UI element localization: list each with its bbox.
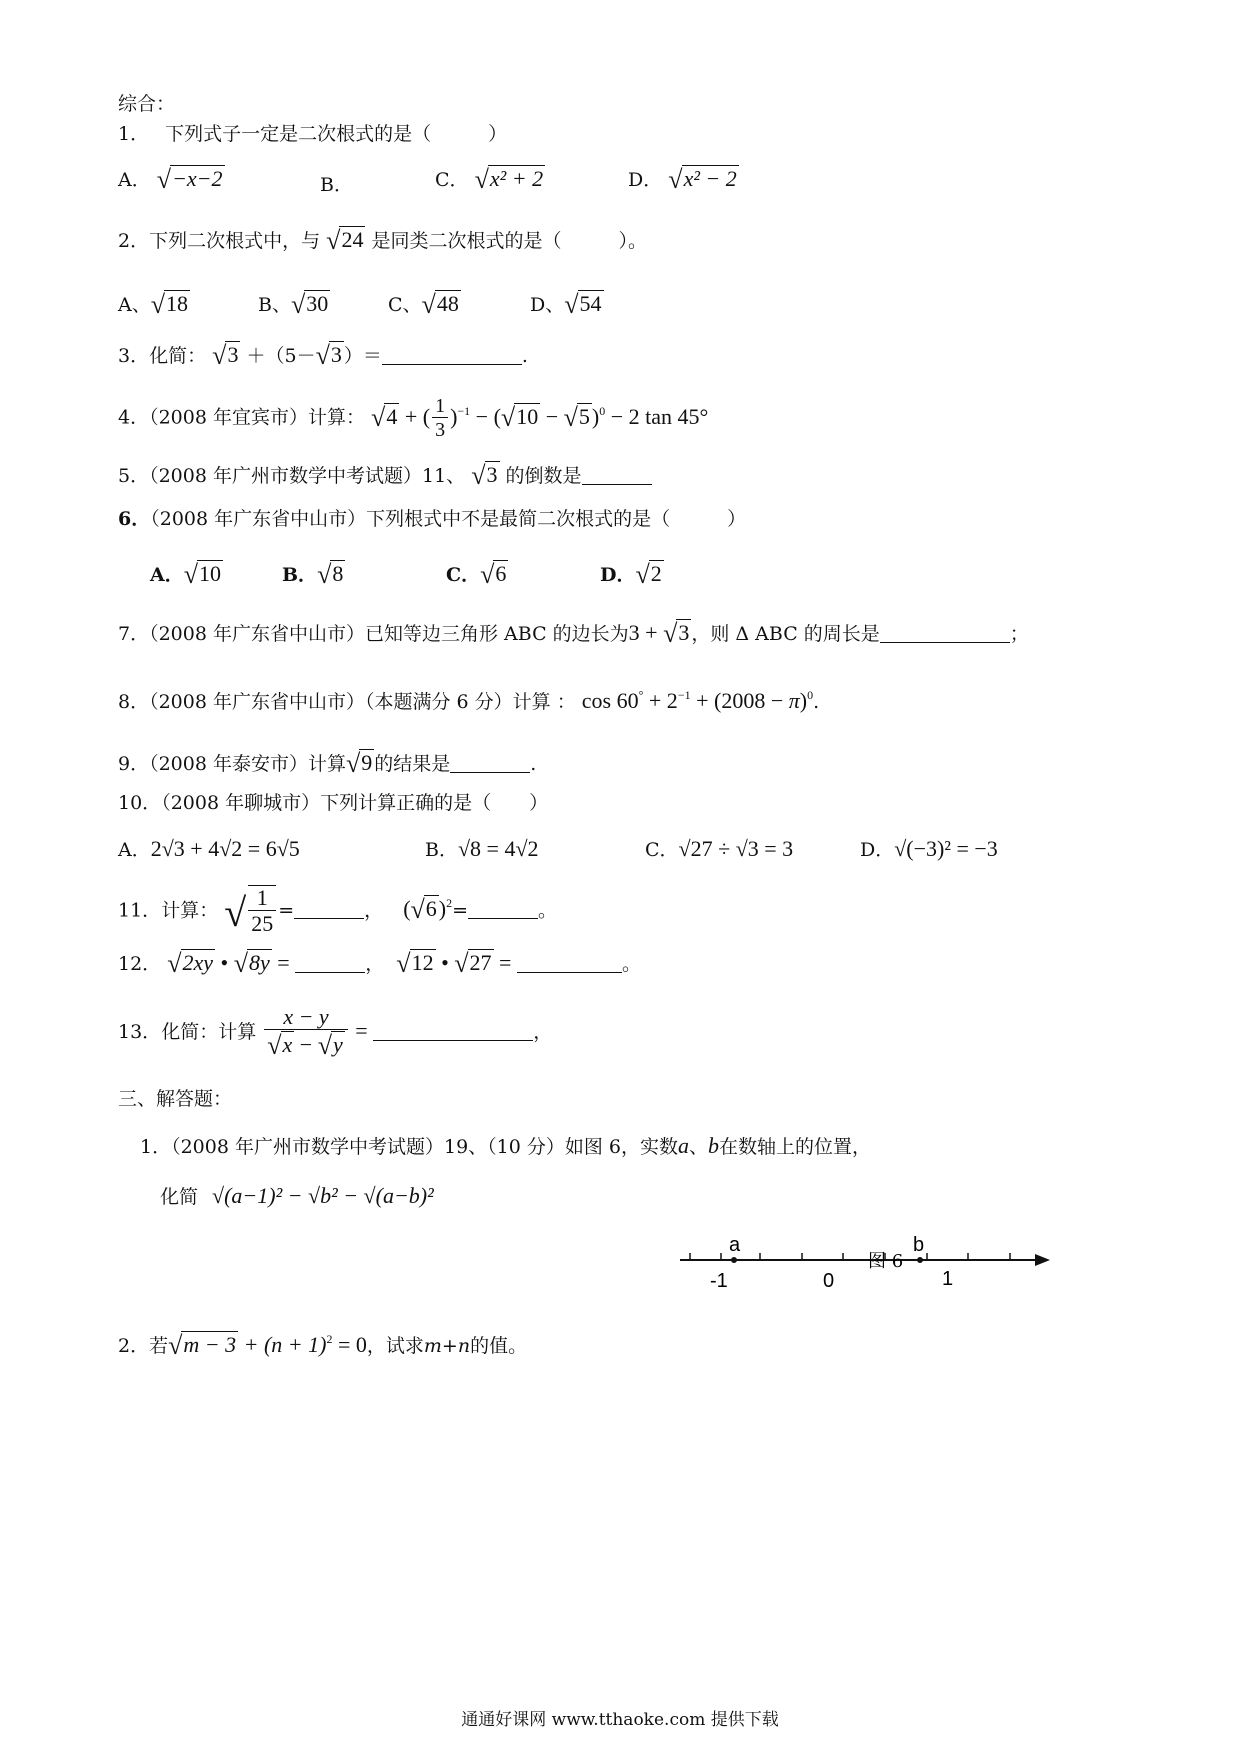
q6-option-d: D．√2	[600, 560, 662, 589]
problem-2: 2．若$√m - 3 + (n + 1)^2 = 0$，试求m+n的值。	[118, 1331, 528, 1360]
q10-option-b: B．√8 = 4√2	[425, 836, 539, 861]
question-12: 12． √2xy • √8y = ， √12 • √27 = 。	[118, 949, 641, 978]
sqrt-expression: √−x−2	[156, 165, 223, 194]
point-a	[731, 1257, 737, 1263]
q6-option-a: A．√10	[150, 560, 222, 589]
question-8: 8．（2008 年广东省中山市）（本题满分 6 分）计算 ： $\cos 60^\circ + 2^{-1} + (2008 - \pi)^0$.	[118, 688, 820, 713]
q1-option-d: D． √x² − 2	[628, 165, 737, 194]
question-13: 13．化简：计算 $\frac{x - y}{√x - √y}$ = ，	[118, 1004, 553, 1061]
sqrt-expression: √x² − 2	[668, 165, 737, 194]
q6-option-b: B．√8	[282, 560, 344, 589]
problem-1: 1．（2008 年广州市数学中考试题）19、（10 分）如图 6，实数a、b在数轴上的位置，	[140, 1133, 872, 1158]
arrow-icon	[1035, 1254, 1050, 1266]
tick-label-1: 1	[942, 1268, 954, 1290]
question-number: 1．	[118, 123, 150, 145]
point-b	[917, 1257, 923, 1263]
tick-label-minus-1: -1	[710, 1270, 728, 1292]
q6-option-c: C．√6	[446, 560, 507, 589]
question-1	[118, 123, 507, 146]
question-2: 2．下列二次根式中，与 √24 是同类二次根式的是（ ）。	[118, 226, 647, 255]
answer-blank	[582, 484, 652, 485]
question-text: 下列式子一定是二次根式的是（ ）	[165, 123, 508, 145]
answer-blank	[295, 972, 365, 973]
q1-option-a: A． √−x−2	[118, 165, 223, 194]
figure-caption: 图 6	[868, 1251, 904, 1272]
tick-label-0: 0	[823, 1270, 835, 1292]
question-3: 3．化简： √3 ＋（5－√3 ）＝ .	[118, 341, 528, 370]
q10-option-a: A．2√3 + 4√2 = 6√5	[118, 836, 300, 861]
q2-option-c: C、√48	[388, 290, 459, 319]
q10-option-c: C．√27 ÷ √3 = 3	[645, 836, 794, 861]
answer-blank	[468, 918, 538, 919]
sqrt-expression: √24	[326, 226, 364, 255]
q10-option-d: D．√(−3)² = −3	[860, 836, 998, 861]
answer-blank	[382, 364, 522, 365]
question-5: 5．（2008 年广州市数学中考试题）11、 √3 的倒数是	[118, 460, 652, 491]
question-7: 7．（2008 年广东省中山市）已知等边三角形 ABC 的边长为3 + √3 ，则 Δ ABC 的周长是 ；	[118, 619, 1029, 648]
answer-blank	[880, 642, 1010, 643]
answer-blank	[294, 918, 364, 919]
q2-option-a: A、√18	[118, 290, 189, 319]
q1-option-c: C． √x² + 2	[435, 165, 544, 194]
question-10: 10．（2008 年聊城市）下列计算正确的是（ ）	[118, 792, 549, 814]
question-9: 9．（2008 年泰安市）计算√9 的结果是 .	[118, 749, 537, 778]
label-b: b	[913, 1235, 925, 1256]
section-3-heading: 三、解答题：	[118, 1088, 233, 1110]
q2-option-d: D、√54	[530, 290, 602, 319]
page-footer: 通通好课网 www.tthaoke.com 提供下载	[461, 1710, 779, 1730]
q2-option-b: B、√30	[258, 290, 329, 319]
question-4: 4．（2008 年宜宾市）计算： √4 + ( $\frac{1}{3}$ )$^{-1} - (√10 - √5)^0 - 2$ tan 45°	[118, 395, 709, 441]
label-a: a	[729, 1235, 741, 1256]
question-6: 6．（2008 年广东省中山市）下列根式中不是最简二次根式的是（ ）	[118, 508, 747, 530]
q1-option-b: B．	[320, 174, 353, 196]
answer-blank	[450, 772, 530, 773]
number-line-figure	[680, 1235, 1050, 1295]
problem-1-expression: 化简 √(a−1)² − √b² − √(a−b)²	[160, 1183, 434, 1208]
section-heading: 综合：	[118, 93, 176, 115]
answer-blank	[517, 972, 622, 973]
question-11: 11．计算： √ $\frac{1}{25}$ = ， $(√6)^2=$ 。	[118, 885, 558, 937]
answer-blank	[373, 1040, 533, 1041]
sqrt-expression: √x² + 2	[474, 165, 544, 194]
